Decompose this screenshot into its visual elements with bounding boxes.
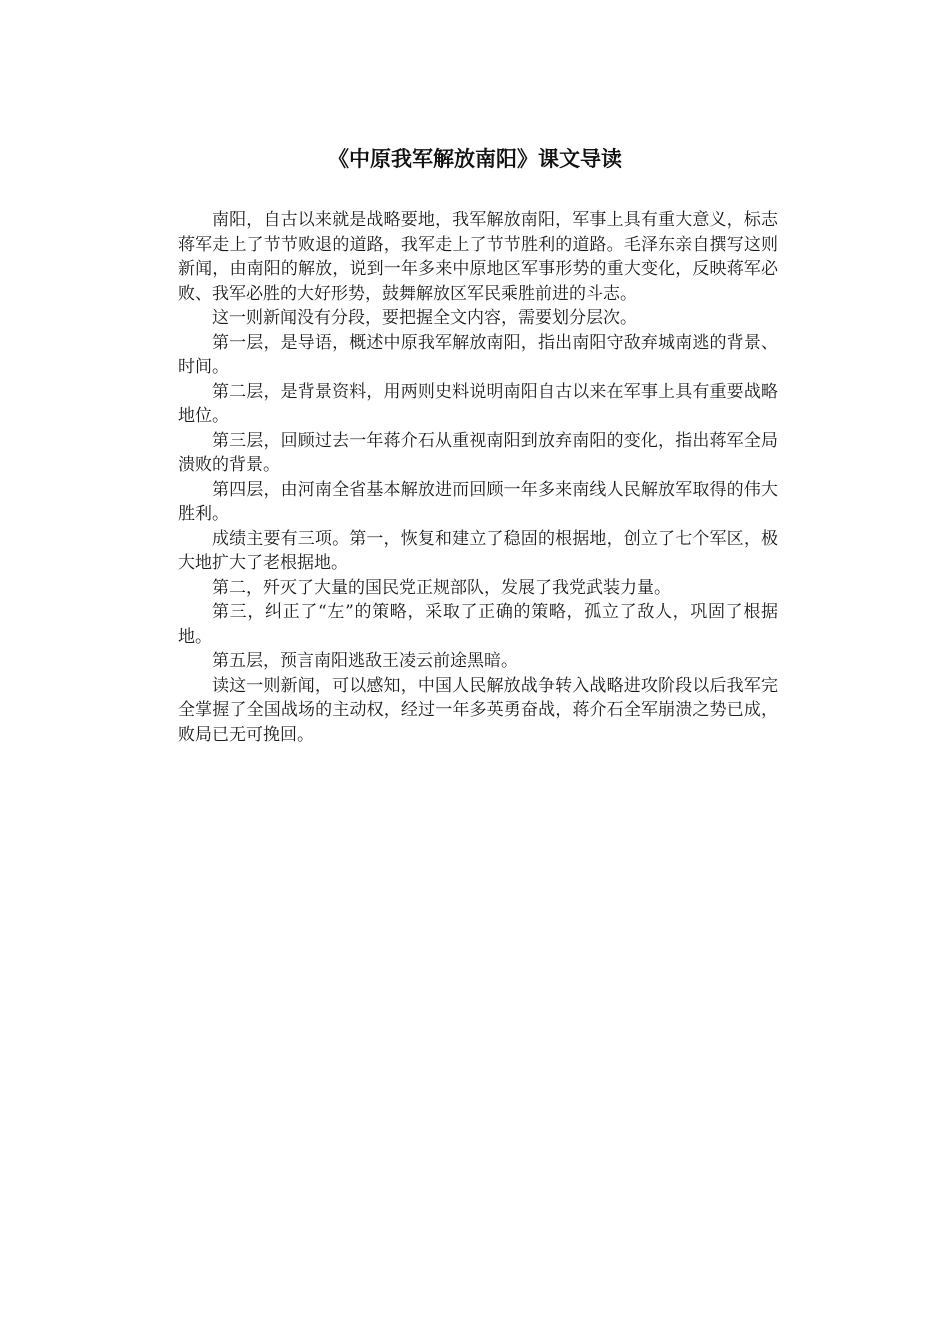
document-body <box>178 208 778 747</box>
paragraph-achievement-2: 第二，歼灭了大量的国民党正规部队，发展了我党武装力量。 <box>212 577 671 598</box>
paragraph-layer-2: 第二层，是背景资料，用两则史料说明南阳自古以来在军事上具有重要战略地位。 <box>178 381 778 426</box>
paragraph-conclusion: 读这一则新闻，可以感知，中国人民解放战争转入战略进攻阶段以后我军完全掌握了全国战场的主动权，经过一年多英勇奋战，蒋介石全军崩溃之势已成，败局已无可挽回。 <box>178 675 778 745</box>
paragraph-achievements: 成绩主要有三项。第一，恢复和建立了稳固的根据地，创立了七个军区，极大地扩大了老根据地。 <box>178 528 778 573</box>
document-title: 《中原我军解放南阳》课文导读 <box>328 147 622 171</box>
paragraph-layer-4: 第四层，由河南全省基本解放进而回顾一年多来南线人民解放军取得的伟大胜利。 <box>178 479 778 524</box>
paragraph-layer-5: 第五层，预言南阳逃敌王凌云前途黑暗。 <box>212 651 518 671</box>
paragraph-structure-note: 这一则新闻没有分段，要把握全文内容，需要划分层次。 <box>212 308 637 328</box>
paragraph-intro: 南阳，自古以来就是战略要地，我军解放南阳，军事上具有重大意义，标志蒋军走上了节节败退的道路，我军走上了节节胜利的道路。毛泽东亲自撰写这则新闻，由南阳的解放，说到一年多来中原地区军事形势的重大变化，反映蒋军必败、我军必胜的大好形势，鼓舞解放区军民乘胜前进的斗志。 <box>178 210 778 304</box>
paragraph-layer-1: 第一层，是导语，概述中原我军解放南阳，指出南阳守敌弃城南逃的背景、时间。 <box>178 332 778 377</box>
paragraph-achievement-3: 第三，纠正了“左”的策略，采取了正确的策略，孤立了敌人，巩固了根据地。 <box>178 602 778 647</box>
paragraph-layer-3: 第三层，回顾过去一年蒋介石从重视南阳到放弃南阳的变化，指出蒋军全局溃败的背景。 <box>178 430 778 475</box>
